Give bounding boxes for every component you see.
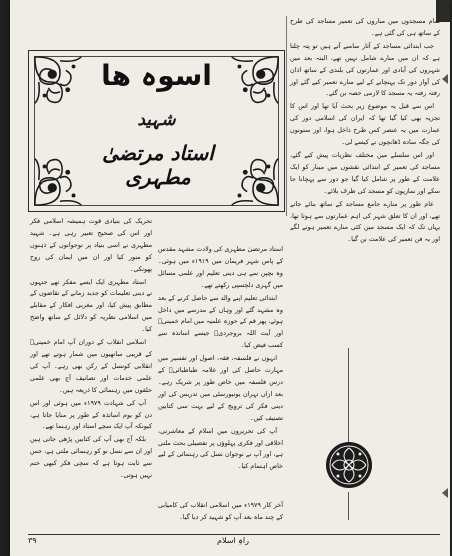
- decorative-rule: [348, 492, 349, 520]
- paragraph: آپ کی تحریروں میں اسلام کے معاشرتی، اخلاقی اور فکری پہلوؤں پر تفصیلی بحث ملتی ہے، اور آپ نے نوجوان نسل کی رہنمائی کے لیے خاص اہتمام کیا۔: [158, 426, 283, 471]
- paragraph: اس سے قبل یہ موضوع زیر بحث آیا تھا اور اس کا تجزیہ بھی کیا گیا تھا کہ ایران کی اسلامی دور کی عمارت میں یہ عنصر کس طرح داخل ہوا، اور ستونوں کی جگہ سادہ ڈھانچوں نے کیسے لی۔: [290, 102, 440, 147]
- paragraph: جب ابتدائی مساجد کے آثار سامنے آتے ہیں تو پتہ چلتا ہے کہ ان میں منارے شامل نہیں تھے، البتہ بعد میں شہروں کی آبادی اور عمارتوں کی بلندی کے ساتھ اذان کی آواز دور تک پہنچانے کے لیے منارے تعمیر کیے گئے اور رفتہ رفتہ یہ مسجد کا لازمی حصہ بن گئے۔: [290, 41, 440, 98]
- paragraph: انہوں نے فلسفہ، فقہ، اصول اور تفسیر میں مہارت حاصل کی اور علامہ طباطبائیؒ کے درس فلسفہ میں خاص طور پر شریک رہے۔ بعد ازاں تہران یونیورسٹی میں تدریس کی اور دینی فکر کی ترویج کے لیے بہت سی کتابیں تصنیف کیں۔: [158, 354, 283, 422]
- paragraph: تمام مسجدوں میں مناروں کی تعمیر مساجد کی طرح کے ساتھ ہی کی گئی ہے۔: [290, 17, 440, 37]
- paragraph: بلکہ آج بھی آپ کی کتابیں پڑھی جاتی ہیں اور ان سے نسل نو کو رہنمائی ملتی ہے، جس سے ثابت ہوتا ہے کہ سچی فکر کبھی ختم نہیں ہوتی۔: [30, 435, 152, 480]
- medallion-ornament-icon: [324, 440, 374, 490]
- article-column-right: [290, 16, 440, 346]
- decorative-rule: [348, 348, 349, 448]
- publication-name: راہِ اسلام: [217, 536, 249, 545]
- column-divider: [286, 16, 287, 216]
- magazine-page: [10, 0, 450, 556]
- article-subtitle: شہید: [137, 110, 176, 130]
- article-column-left: [30, 216, 152, 534]
- paragraph: استاد مرتضیٰ مطہری کی ولادت مشہد مقدس کے پاس شہر فریمان میں ۱۹۱۹ء میں ہوئی۔ وہ بچپن سے ہی دینی تعلیم اور علمی مسائل میں گہری دلچسپی رکھتے تھے۔: [158, 245, 283, 289]
- paragraph: تحریک کی بنیادی قوت ہمیشہ اسلامی فکر اور اس کی صحیح تعبیر رہی ہے۔ شہید مطہری نے اسی بنیاد پر نوجوانوں کے ذہنوں کو منور کیا اور ان میں ایمان کی روح پھونکی۔: [30, 217, 152, 273]
- page-number: ۳۹: [28, 536, 37, 545]
- paragraph: اور اس سلسلے میں مختلف نظریات پیش کیے گئے، مساجد کی تعمیر کے ابتدائی نقشوں میں مینار کو ایک علامت کے طور پر شامل کیا گیا جو دور سے پہچانا جا سکے اور نمازیوں کو مسجد کی طرف بلائے۔: [290, 150, 440, 195]
- paragraph: عام طور پر منارے جامع مساجد کے ساتھ بنائے جاتے تھے، اور ان کا تعلق شہر کی اہم عمارتوں سے ہوتا تھا، یہاں تک کہ ایک مسجد میں کئی منارے تعمیر ہونے لگے اور یہ فن تعمیر کی علامت بن گیا۔: [290, 199, 440, 244]
- floral-ornament-icon: [224, 53, 282, 111]
- article-column-middle: [158, 244, 283, 534]
- paragraph: آپ کی شہادت ۱۹۷۹ء میں ہوئی اور اس دن کو یوم اساتذہ کے طور پر منایا جاتا ہے، کیونکہ آپ ایک سچے استاد اور رہنما تھے۔: [30, 398, 152, 431]
- floral-ornament-icon: [31, 53, 89, 111]
- article-author-name: استاد مرتضیٰ مطہری: [102, 141, 214, 189]
- footer-rule: [28, 534, 440, 535]
- floral-ornament-icon: [31, 151, 89, 209]
- paragraph: اسلامی انقلاب کے دوران آپ امام خمینیؒ کے قریبی ساتھیوں میں شمار ہوتے تھے اور انقلابی کونسل کے رکن بھی رہے۔ آپ کی علمی خدمات اور تصانیف آج بھی علمی حلقوں میں رہنمائی کا ذریعہ ہیں۔: [30, 338, 152, 394]
- article-title: اسوہ ھا: [101, 59, 212, 92]
- binding-clip-icon: [442, 74, 448, 84]
- page-content: [28, 8, 440, 545]
- title-panel: [28, 50, 285, 212]
- paragraph: استاد مطہری ایک ایسے مفکر تھے جنہوں نے دینی تعلیمات کو جدید زمانے کے تقاضوں کے مطابق پیش کیا، اور مغربی افکار کے مقابلے میں اسلامی نظریہ کو دلائل کے ساتھ واضح کیا۔: [30, 277, 152, 334]
- paragraph: ابتدائی تعلیم اپنے والد سے حاصل کرنے کے بعد وہ مشہد گئے اور وہاں کے مدرسے میں داخل ہوئے، پھر قم کے حوزہ علمیہ میں امام خمینیؒ اور آیت اللہ بروجردیؒ جیسے اساتذہ سے کسب فیض کیا۔: [158, 293, 283, 350]
- page-edge-shadow: [0, 0, 10, 556]
- paragraph: آخر کار ۱۹۷۹ء میں اسلامی انقلاب کی کامیابی کے چند ماہ بعد آپ کو شہید کر دیا گیا۔: [158, 501, 284, 521]
- binding-clip-icon: [442, 488, 448, 498]
